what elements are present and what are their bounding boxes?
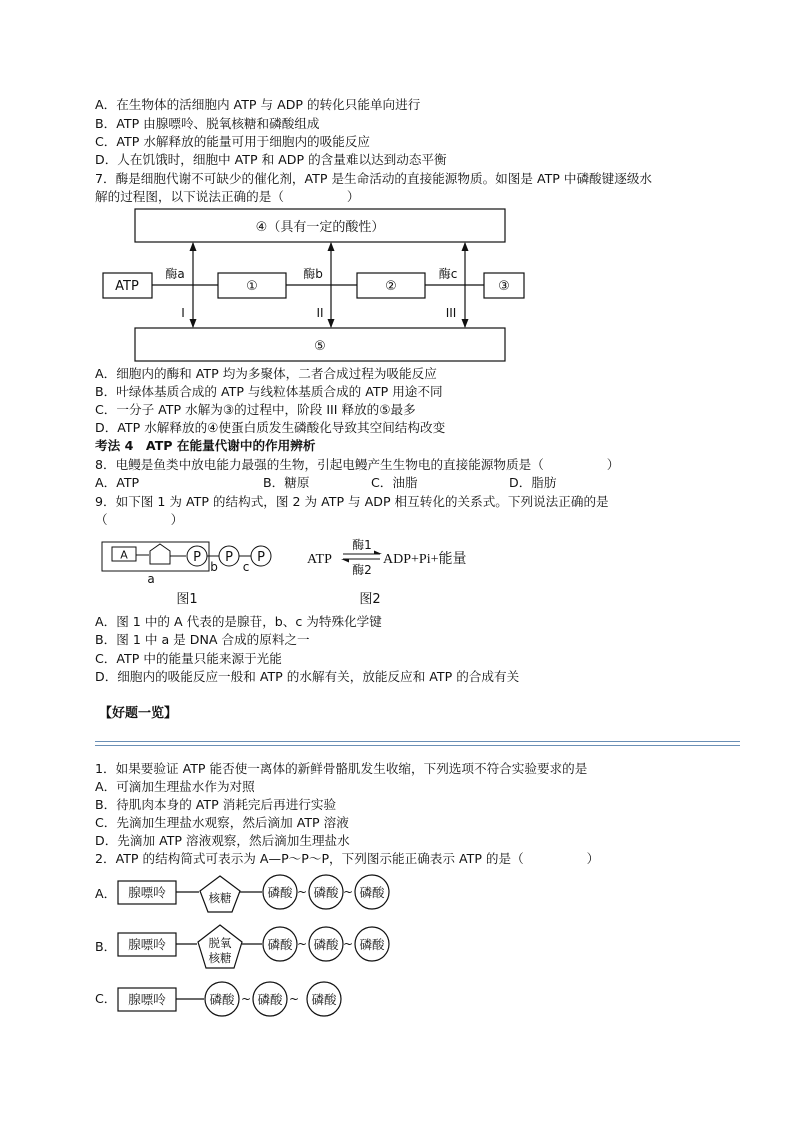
section-heading: 考法 4 ATP 在能量代谢中的作用辨析	[95, 438, 316, 453]
g2-option-a-label: A．	[95, 886, 117, 901]
g1-stem: 1．如果要验证 ATP 能否使一离体的新鲜骨骼肌发生收缩，下列选项不符合实验要求的是	[95, 761, 588, 776]
box-five-label: ⑤	[314, 339, 326, 354]
prev-option-b: B．ATP 由腺嘌呤、脱氧核糖和磷酸组成	[95, 116, 320, 131]
optA-base-label: 腺嘌呤	[128, 885, 166, 900]
prev-option-a: A．在生物体的活细胞内 ATP 与 ADP 的转化只能单向进行	[95, 97, 421, 112]
q7-stem-line2: 解的过程图，以下说法正确的是（ ）	[95, 189, 360, 204]
g1-option-a: A．可滴加生理盐水作为对照	[95, 779, 255, 794]
q7-option-b: B．叶绿体基质合成的 ATP 与线粒体基质合成的 ATP 用途不同	[95, 384, 443, 399]
q7-stem-line1: 7．酶是细胞代谢不可缺少的催化剂，ATP 是生命活动的直接能源物质。如图是 ATP 中磷酸键逐级水	[95, 171, 653, 186]
q9-option-a: A．图 1 中的 A 代表的是腺苷，b、c 为特殊化学键	[95, 614, 382, 629]
stage-3-label: III	[445, 306, 457, 320]
optC-tilde-2: ~	[288, 992, 300, 1006]
optB-phosphate-2-label: 磷酸	[313, 937, 339, 952]
optC-phosphate-2-label: 磷酸	[257, 992, 283, 1007]
q9-option-b: B．图 1 中 a 是 DNA 合成的原料之一	[95, 632, 310, 647]
optA-tilde-2: ~	[342, 885, 354, 899]
fig1-p2-label: P	[225, 550, 233, 565]
fig1-bracket-a-label: a	[147, 572, 155, 586]
fig2-atp-label: ATP	[307, 552, 332, 567]
fig1-p1-label: P	[193, 550, 201, 565]
q8-option-d: D．脂肪	[509, 475, 557, 490]
q7-option-a: A．细胞内的酶和 ATP 均为多聚体，二者合成过程为吸能反应	[95, 366, 437, 381]
q8-option-b: B．糖原	[263, 475, 310, 490]
optB-deoxy-label-2: 核糖	[208, 951, 232, 965]
optA-phosphate-1-label: 磷酸	[267, 885, 293, 900]
fig1-caption: 图1	[176, 592, 198, 607]
g2-option-c-label: C．	[95, 991, 117, 1006]
box-two-label: ②	[385, 279, 397, 294]
optA-phosphate-3-label: 磷酸	[359, 885, 385, 900]
q9-option-c: C．ATP 中的能量只能来源于光能	[95, 651, 282, 666]
optB-tilde-1: ~	[296, 937, 308, 951]
fig1-bond-b-label: b	[210, 560, 218, 574]
optA-ribose-label: 核糖	[208, 891, 232, 905]
optC-phosphate-3-label: 磷酸	[311, 992, 337, 1007]
q9-stem-line1: 9．如下图 1 为 ATP 的结构式，图 2 为 ATP 与 ADP 相互转化的关系式。下列说法正确的是	[95, 494, 609, 509]
q8-option-a: A．ATP	[95, 475, 140, 490]
good-questions-heading: 【好题一览】	[99, 706, 178, 721]
q7-option-c: C．一分子 ATP 水解为③的过程中，阶段 III 释放的⑤最多	[95, 402, 416, 417]
fig2-enzyme-1-label: 酶1	[352, 538, 372, 552]
box-four-label: ④（具有一定的酸性）	[255, 220, 385, 235]
prev-option-c: C．ATP 水解释放的能量可用于细胞内的吸能反应	[95, 134, 371, 149]
g2-stem: 2．ATP 的结构简式可表示为 A—P～P～P，下列图示能正确表示 ATP 的是（ ）	[95, 851, 600, 866]
q8-option-c: C．油脂	[371, 475, 418, 490]
optA-phosphate-2-label: 磷酸	[313, 885, 339, 900]
enzyme-b-label: 酶b	[303, 267, 323, 281]
stage-1-label: I	[181, 306, 185, 320]
fig1-bond-c-label: c	[242, 560, 250, 574]
q7-option-d: D．ATP 水解释放的④使蛋白质发生磷酸化导致其空间结构改变	[95, 420, 446, 435]
prev-option-d: D．人在饥饿时，细胞中 ATP 和 ADP 的含量难以达到动态平衡	[95, 152, 447, 167]
optB-phosphate-1-label: 磷酸	[267, 937, 293, 952]
optC-base-label: 腺嘌呤	[128, 992, 166, 1007]
g1-option-b: B．待肌肉本身的 ATP 消耗完后再进行实验	[95, 797, 337, 812]
atp-label: ATP	[115, 279, 139, 294]
fig2-caption: 图2	[359, 592, 381, 607]
fig2-product-label: ADP+Pi+能量	[383, 552, 467, 567]
g1-option-d: D．先滴加 ATP 溶液观察，然后滴加生理盐水	[95, 833, 350, 848]
fig2-enzyme-2-label: 酶2	[352, 563, 372, 577]
fig1-p3-label: P	[257, 550, 265, 565]
q9-option-d: D．细胞内的吸能反应一般和 ATP 的水解有关，放能反应和 ATP 的合成有关	[95, 669, 520, 684]
optB-tilde-2: ~	[342, 937, 354, 951]
box-three-label: ③	[498, 279, 510, 294]
box-one-label: ①	[246, 279, 258, 294]
fig1-a-label: A	[120, 548, 128, 562]
g1-option-c: C．先滴加生理盐水观察，然后滴加 ATP 溶液	[95, 815, 349, 830]
optC-phosphate-1-label: 磷酸	[209, 992, 235, 1007]
optA-tilde-1: ~	[296, 885, 308, 899]
g2-option-b-label: B．	[95, 939, 117, 954]
optB-base-label: 腺嘌呤	[128, 937, 166, 952]
enzyme-a-label: 酶a	[165, 267, 185, 281]
q9-stem-line2: （ ）	[95, 512, 184, 527]
optC-tilde-1: ~	[240, 992, 252, 1006]
q8-stem: 8．电鳗是鱼类中放电能力最强的生物，引起电鳗产生生物电的直接能源物质是（ ）	[95, 457, 620, 472]
enzyme-c-label: 酶c	[438, 267, 458, 281]
optB-deoxy-label-1: 脱氧	[208, 936, 232, 950]
optB-phosphate-3-label: 磷酸	[359, 937, 385, 952]
stage-2-label: II	[316, 306, 324, 320]
